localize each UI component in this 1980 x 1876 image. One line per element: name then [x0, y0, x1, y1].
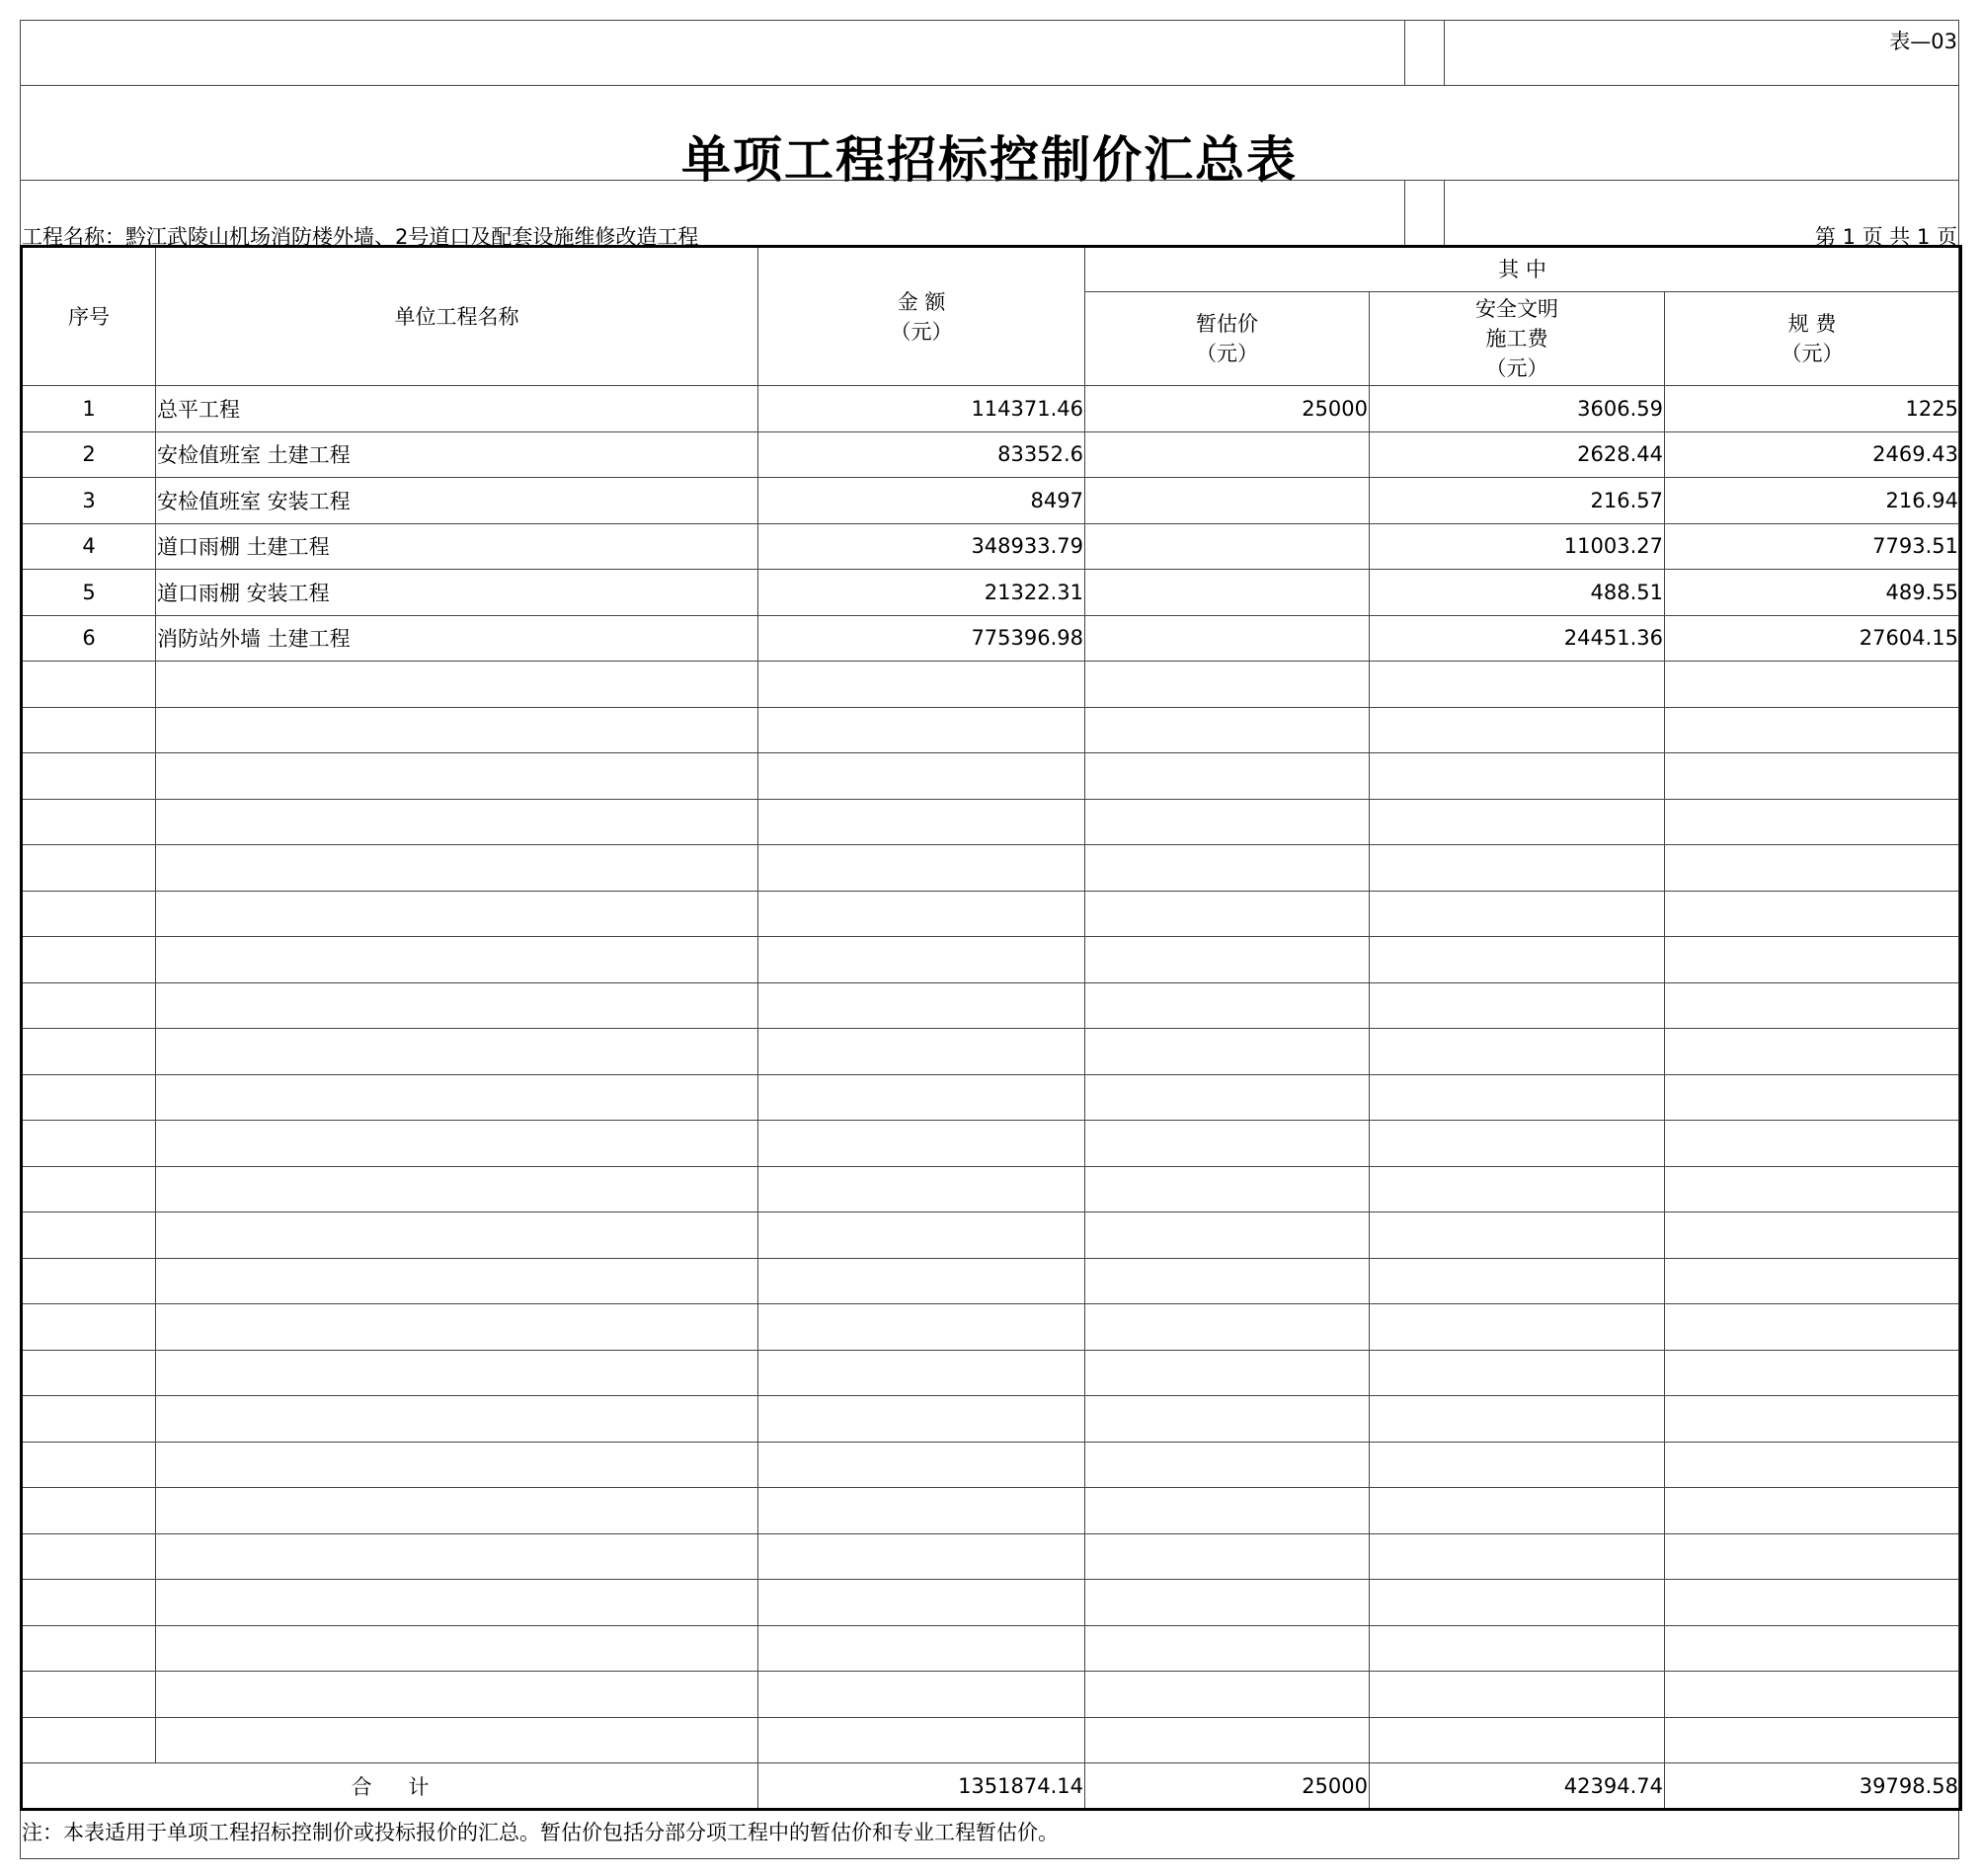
cell-provisional	[1085, 570, 1370, 616]
empty-cell	[22, 1304, 156, 1351]
cell-amount: 8497	[758, 478, 1085, 524]
empty-cell	[156, 1442, 758, 1488]
header-row	[22, 247, 1961, 292]
cell-amount: 348933.79	[758, 523, 1085, 570]
footnote: 注：本表适用于单项工程招标控制价或投标报价的汇总。暂估价包括分部分项工程中的暂估价和专业工程暂估价。	[22, 1821, 1059, 1844]
empty-cell	[758, 1625, 1085, 1672]
empty-cell	[22, 1488, 156, 1534]
empty-cell	[1085, 891, 1370, 937]
empty-cell	[758, 1304, 1085, 1351]
empty-cell	[1370, 1121, 1665, 1167]
header-divider	[1444, 20, 1445, 85]
empty-row	[22, 1121, 1961, 1167]
empty-cell	[1665, 1625, 1961, 1672]
total-fees: 39798.58	[1665, 1763, 1961, 1810]
empty-cell	[156, 1304, 758, 1351]
empty-cell	[1085, 1488, 1370, 1534]
cell-amount: 83352.6	[758, 431, 1085, 478]
table-row	[22, 570, 1961, 616]
cell-fees: 1225	[1665, 386, 1961, 432]
empty-cell	[156, 1580, 758, 1626]
empty-row	[22, 799, 1961, 845]
empty-cell	[1085, 1212, 1370, 1259]
empty-cell	[1370, 799, 1665, 845]
total-label: 合 计	[22, 1763, 758, 1810]
empty-cell	[22, 1121, 156, 1167]
empty-cell	[1085, 1533, 1370, 1580]
cell-safety: 24451.36	[1370, 615, 1665, 662]
empty-cell	[1665, 1166, 1961, 1212]
empty-row	[22, 1396, 1961, 1443]
empty-cell	[758, 982, 1085, 1029]
cell-amount: 114371.46	[758, 386, 1085, 432]
empty-cell	[1370, 1580, 1665, 1626]
empty-cell	[1370, 891, 1665, 937]
title-top-border	[20, 85, 1959, 86]
empty-cell	[758, 1396, 1085, 1443]
cell-provisional	[1085, 431, 1370, 478]
empty-row	[22, 1442, 1961, 1488]
cell-fees: 2469.43	[1665, 431, 1961, 478]
empty-cell	[1085, 1029, 1370, 1075]
empty-cell	[1085, 1625, 1370, 1672]
empty-cell	[156, 1350, 758, 1396]
empty-cell	[22, 1350, 156, 1396]
empty-cell	[1665, 1672, 1961, 1718]
empty-cell	[1085, 707, 1370, 753]
cell-name: 道口雨棚 土建工程	[156, 523, 758, 570]
empty-row	[22, 1029, 1961, 1075]
empty-cell	[1370, 1625, 1665, 1672]
empty-cell	[758, 891, 1085, 937]
cell-safety: 11003.27	[1370, 523, 1665, 570]
total-provisional: 25000	[1085, 1763, 1370, 1810]
empty-cell	[758, 753, 1085, 800]
empty-cell	[758, 1074, 1085, 1121]
empty-cell	[156, 1625, 758, 1672]
empty-cell	[1085, 1580, 1370, 1626]
empty-row	[22, 1074, 1961, 1121]
col-fees-header: 规 费 （元）	[1665, 292, 1961, 386]
empty-cell	[1370, 1212, 1665, 1259]
total-amount: 1351874.14	[758, 1763, 1085, 1810]
empty-cell	[22, 1029, 156, 1075]
empty-cell	[758, 662, 1085, 708]
empty-cell	[1370, 1533, 1665, 1580]
cell-provisional	[1085, 615, 1370, 662]
empty-cell	[1085, 1442, 1370, 1488]
empty-cell	[156, 982, 758, 1029]
empty-cell	[1665, 1121, 1961, 1167]
project-label: 工程名称：	[22, 225, 125, 249]
empty-cell	[1085, 1166, 1370, 1212]
empty-row	[22, 891, 1961, 937]
empty-cell	[1665, 845, 1961, 892]
empty-cell	[156, 1717, 758, 1763]
empty-cell	[22, 1625, 156, 1672]
project-name: 黔江武陵山机场消防楼外墙、2号道口及配套设施维修改造工程	[125, 225, 699, 249]
empty-cell	[1665, 937, 1961, 983]
empty-cell	[22, 1258, 156, 1304]
empty-cell	[1665, 1074, 1961, 1121]
empty-cell	[1370, 845, 1665, 892]
empty-cell	[1665, 1304, 1961, 1351]
empty-cell	[1085, 1717, 1370, 1763]
empty-cell	[1665, 753, 1961, 800]
empty-cell	[22, 1672, 156, 1718]
empty-cell	[1370, 1074, 1665, 1121]
empty-cell	[156, 1396, 758, 1443]
empty-cell	[1665, 1717, 1961, 1763]
empty-cell	[758, 1166, 1085, 1212]
empty-row	[22, 1258, 1961, 1304]
empty-cell	[22, 845, 156, 892]
empty-cell	[1665, 1488, 1961, 1534]
empty-cell	[1665, 1580, 1961, 1626]
cell-provisional	[1085, 523, 1370, 570]
empty-row	[22, 707, 1961, 753]
empty-cell	[22, 982, 156, 1029]
form-number: 表—03	[1889, 30, 1957, 53]
empty-cell	[22, 662, 156, 708]
col-amount-header: 金 额 （元）	[758, 247, 1085, 386]
empty-cell	[156, 937, 758, 983]
empty-cell	[1665, 1533, 1961, 1580]
empty-row	[22, 662, 1961, 708]
empty-cell	[1085, 1121, 1370, 1167]
empty-cell	[1085, 1396, 1370, 1443]
empty-cell	[1085, 1304, 1370, 1351]
col-group-header: 其 中	[1085, 247, 1961, 292]
empty-row	[22, 937, 1961, 983]
empty-cell	[758, 1580, 1085, 1626]
empty-cell	[22, 707, 156, 753]
empty-cell	[1665, 1029, 1961, 1075]
empty-row	[22, 1488, 1961, 1534]
empty-cell	[1665, 1442, 1961, 1488]
empty-cell	[22, 1074, 156, 1121]
cell-fees: 216.94	[1665, 478, 1961, 524]
empty-cell	[22, 1166, 156, 1212]
empty-cell	[22, 937, 156, 983]
cell-name: 道口雨棚 安装工程	[156, 570, 758, 616]
cell-name: 安检值班室 安装工程	[156, 478, 758, 524]
empty-cell	[1370, 937, 1665, 983]
empty-cell	[1370, 662, 1665, 708]
col-name-header: 单位工程名称	[156, 247, 758, 386]
total-row	[22, 1763, 1961, 1810]
empty-cell	[1085, 982, 1370, 1029]
cell-provisional	[1085, 478, 1370, 524]
empty-cell	[156, 707, 758, 753]
empty-cell	[1370, 1304, 1665, 1351]
empty-cell	[1665, 1212, 1961, 1259]
empty-cell	[22, 891, 156, 937]
empty-row	[22, 753, 1961, 800]
empty-cell	[1665, 662, 1961, 708]
empty-cell	[156, 1121, 758, 1167]
empty-cell	[156, 1166, 758, 1212]
top-border	[20, 20, 1959, 21]
empty-cell	[1370, 1488, 1665, 1534]
empty-cell	[1370, 707, 1665, 753]
empty-row	[22, 1717, 1961, 1763]
empty-cell	[1370, 1717, 1665, 1763]
table-row	[22, 615, 1961, 662]
cell-seq: 3	[22, 478, 156, 524]
empty-cell	[1085, 1350, 1370, 1396]
cell-fees: 489.55	[1665, 570, 1961, 616]
table-body	[22, 386, 1961, 1810]
empty-cell	[22, 1717, 156, 1763]
col-seq-header: 序号	[22, 247, 156, 386]
cell-name: 消防站外墙 土建工程	[156, 615, 758, 662]
empty-cell	[758, 1350, 1085, 1396]
empty-cell	[1085, 1258, 1370, 1304]
cell-seq: 6	[22, 615, 156, 662]
cell-seq: 1	[22, 386, 156, 432]
empty-cell	[156, 799, 758, 845]
cell-safety: 2628.44	[1370, 431, 1665, 478]
empty-cell	[1665, 799, 1961, 845]
empty-cell	[156, 1074, 758, 1121]
col-provisional-header: 暂估价 （元）	[1085, 292, 1370, 386]
empty-row	[22, 1580, 1961, 1626]
empty-cell	[1665, 707, 1961, 753]
empty-cell	[1665, 982, 1961, 1029]
cell-amount: 775396.98	[758, 615, 1085, 662]
cell-provisional: 25000	[1085, 386, 1370, 432]
empty-cell	[1665, 1350, 1961, 1396]
empty-cell	[1370, 1029, 1665, 1075]
cell-safety: 216.57	[1370, 478, 1665, 524]
table-row	[22, 478, 1961, 524]
empty-cell	[22, 1580, 156, 1626]
empty-cell	[156, 845, 758, 892]
page-info: 第 1 页 共 1 页	[1814, 225, 1957, 249]
empty-cell	[1085, 937, 1370, 983]
empty-cell	[1370, 1350, 1665, 1396]
empty-cell	[1085, 845, 1370, 892]
empty-cell	[22, 1396, 156, 1443]
empty-cell	[22, 1442, 156, 1488]
empty-cell	[758, 1121, 1085, 1167]
cell-amount: 21322.31	[758, 570, 1085, 616]
bottom-border	[20, 1858, 1959, 1859]
empty-cell	[1665, 1258, 1961, 1304]
empty-row	[22, 845, 1961, 892]
empty-cell	[758, 845, 1085, 892]
empty-cell	[1085, 799, 1370, 845]
empty-cell	[1085, 1074, 1370, 1121]
cell-seq: 5	[22, 570, 156, 616]
empty-cell	[1085, 753, 1370, 800]
empty-cell	[1085, 662, 1370, 708]
table-row	[22, 386, 1961, 432]
empty-cell	[758, 1533, 1085, 1580]
summary-table	[20, 245, 1962, 1811]
empty-cell	[1370, 1442, 1665, 1488]
empty-cell	[1370, 1396, 1665, 1443]
empty-cell	[156, 1029, 758, 1075]
empty-cell	[758, 1258, 1085, 1304]
empty-cell	[758, 799, 1085, 845]
empty-cell	[156, 662, 758, 708]
empty-row	[22, 1350, 1961, 1396]
empty-cell	[758, 937, 1085, 983]
empty-row	[22, 1304, 1961, 1351]
empty-cell	[758, 1488, 1085, 1534]
empty-cell	[758, 1672, 1085, 1718]
table-row	[22, 523, 1961, 570]
empty-cell	[1370, 1166, 1665, 1212]
empty-cell	[758, 1442, 1085, 1488]
empty-cell	[156, 753, 758, 800]
empty-cell	[1370, 982, 1665, 1029]
empty-row	[22, 1672, 1961, 1718]
empty-row	[22, 1625, 1961, 1672]
empty-cell	[156, 1488, 758, 1534]
empty-cell	[22, 799, 156, 845]
empty-cell	[1665, 891, 1961, 937]
empty-cell	[156, 891, 758, 937]
empty-cell	[1085, 1672, 1370, 1718]
empty-cell	[156, 1672, 758, 1718]
cell-seq: 2	[22, 431, 156, 478]
cell-name: 总平工程	[156, 386, 758, 432]
total-safety: 42394.74	[1370, 1763, 1665, 1810]
empty-cell	[758, 1212, 1085, 1259]
cell-fees: 27604.15	[1665, 615, 1961, 662]
cell-name: 安检值班室 土建工程	[156, 431, 758, 478]
page-title: 单项工程招标控制价汇总表	[681, 131, 1298, 189]
empty-row	[22, 1166, 1961, 1212]
report-sheet	[20, 20, 1959, 1858]
table-row	[22, 431, 1961, 478]
empty-row	[22, 1212, 1961, 1259]
empty-cell	[758, 707, 1085, 753]
empty-cell	[22, 753, 156, 800]
empty-cell	[156, 1533, 758, 1580]
cell-safety: 488.51	[1370, 570, 1665, 616]
empty-cell	[758, 1717, 1085, 1763]
empty-cell	[1370, 1672, 1665, 1718]
empty-cell	[758, 1029, 1085, 1075]
empty-row	[22, 1533, 1961, 1580]
cell-fees: 7793.51	[1665, 523, 1961, 570]
empty-cell	[1665, 1396, 1961, 1443]
empty-cell	[1370, 753, 1665, 800]
header-divider	[1404, 20, 1405, 85]
empty-cell	[22, 1533, 156, 1580]
col-safety-header: 安全文明 施工费 （元）	[1370, 292, 1665, 386]
empty-cell	[156, 1212, 758, 1259]
empty-cell	[1370, 1258, 1665, 1304]
empty-cell	[22, 1212, 156, 1259]
empty-row	[22, 982, 1961, 1029]
cell-seq: 4	[22, 523, 156, 570]
empty-cell	[156, 1258, 758, 1304]
cell-safety: 3606.59	[1370, 386, 1665, 432]
